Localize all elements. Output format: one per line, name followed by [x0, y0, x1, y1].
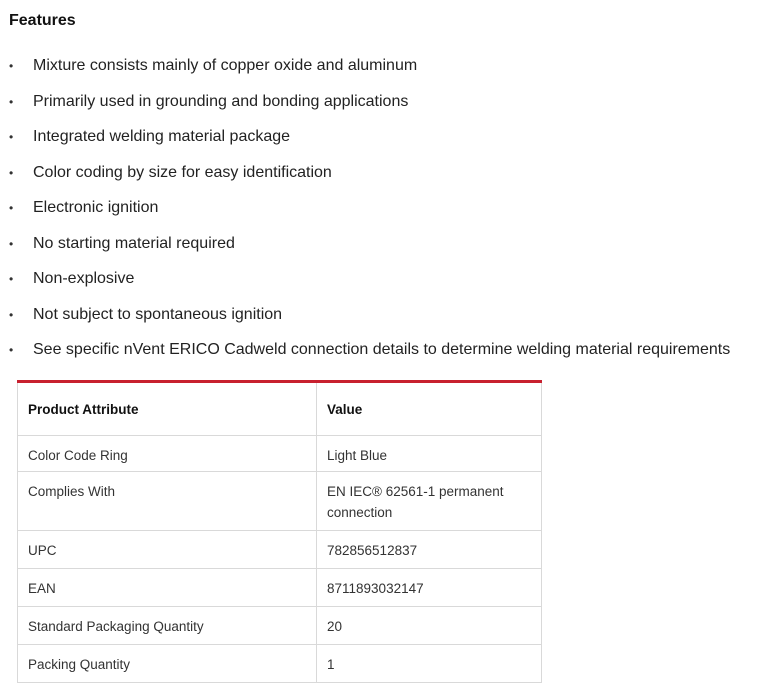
feature-item: [0, 155, 771, 191]
features-list: [0, 48, 771, 368]
features-heading: Features: [9, 12, 76, 29]
bullet-icon: •: [9, 165, 14, 180]
attribute-cell: Color Code Ring: [18, 436, 317, 472]
attribute-cell: EAN: [18, 569, 317, 607]
attribute-cell: Packing Quantity: [18, 645, 317, 683]
value-cell: 8711893032147: [317, 569, 542, 607]
attribute-cell: Complies With: [18, 472, 317, 531]
table-row: [18, 569, 542, 607]
feature-item-text: Non-explosive: [33, 270, 135, 287]
bullet-icon: •: [9, 236, 14, 251]
value-cell: 1: [317, 645, 542, 683]
feature-item: [0, 119, 771, 155]
feature-item: [0, 332, 771, 368]
feature-item-text: Mixture consists mainly of copper oxide and aluminum: [33, 57, 418, 74]
bullet-icon: •: [9, 201, 14, 215]
attribute-cell: Standard Packaging Quantity: [18, 607, 317, 645]
feature-item: [0, 261, 771, 297]
feature-item-text: Primarily used in grounding and bonding applications: [33, 92, 409, 110]
feature-item-text: See specific nVent ERICO Cadweld connection details to determine welding material requirements: [33, 341, 731, 358]
feature-item: [0, 84, 771, 120]
table-row: [18, 531, 542, 569]
table-row: [18, 436, 542, 472]
bullet-icon: •: [9, 343, 14, 357]
value-cell: 782856512837: [317, 531, 542, 569]
bullet-icon: •: [9, 94, 14, 109]
column-header-value: Value: [317, 382, 542, 436]
feature-item-text: Not subject to spontaneous ignition: [33, 305, 283, 323]
column-header-attribute: Product Attribute: [18, 382, 317, 436]
value-cell: Light Blue: [317, 436, 542, 472]
value-cell: EN IEC® 62561-1 permanent connection: [317, 472, 542, 531]
feature-item: [0, 226, 771, 262]
table-row: [18, 645, 542, 683]
table-row: [18, 607, 542, 645]
feature-item-text: Color coding by size for easy identification: [33, 163, 332, 181]
bullet-icon: •: [9, 272, 14, 286]
value-cell: 20: [317, 607, 542, 645]
bullet-icon: •: [9, 130, 14, 144]
attribute-cell: UPC: [18, 531, 317, 569]
feature-item: [0, 297, 771, 333]
table-row: [18, 472, 542, 531]
bullet-icon: •: [9, 307, 14, 322]
feature-item: [0, 48, 771, 84]
bullet-icon: •: [9, 59, 14, 73]
table-header-row: [18, 382, 542, 436]
feature-item-text: Integrated welding material package: [33, 128, 291, 145]
feature-item-text: Electronic ignition: [33, 199, 159, 216]
product-attributes-table: [17, 380, 542, 683]
feature-item: [0, 190, 771, 226]
feature-item-text: No starting material required: [33, 234, 235, 252]
